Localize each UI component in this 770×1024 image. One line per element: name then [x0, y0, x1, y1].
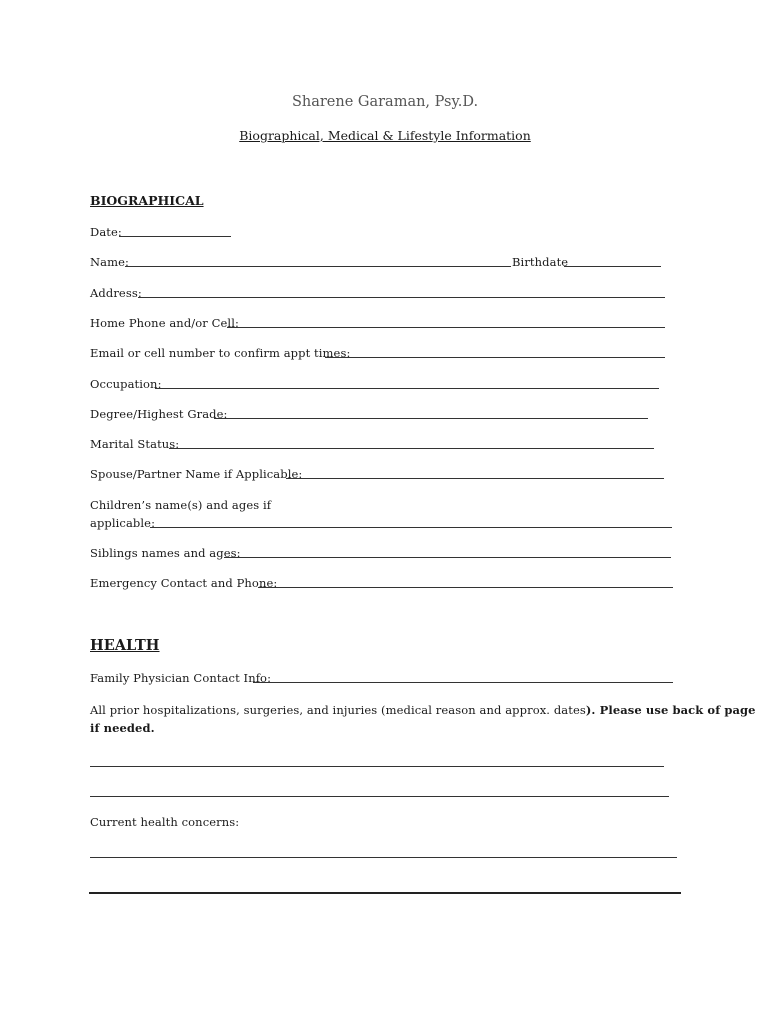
occupation-label: Occupation: — [90, 377, 162, 391]
physician-label: Family Physician Contact Info: — [90, 671, 272, 685]
section-heading-health: HEALTH — [90, 637, 160, 654]
address-label: Address: — [90, 286, 142, 300]
email-field[interactable] — [325, 357, 665, 358]
spouse-label: Spouse/Partner Name if Applicable: — [90, 467, 303, 481]
hospitalizations-note-line2: if needed. — [90, 721, 155, 735]
children-label-line2: applicable: — [90, 516, 156, 530]
marital-field[interactable] — [169, 448, 654, 449]
name-label: Name: — [90, 255, 130, 269]
date-label: Date: — [90, 225, 122, 239]
bottom-rule — [89, 892, 681, 894]
degree-label: Degree/Highest Grade: — [90, 407, 228, 421]
date-field[interactable] — [119, 236, 231, 237]
hospitalizations-label — [90, 703, 756, 717]
email-label: Email or cell number to confirm appt times: — [90, 346, 351, 360]
birthdate-label: Birthdate — [512, 255, 569, 269]
hospitalizations-note: ). Please use back of page — [585, 703, 756, 717]
physician-field[interactable] — [253, 682, 673, 683]
siblings-field[interactable] — [224, 557, 671, 558]
phone-field[interactable] — [227, 327, 665, 328]
birthdate-field[interactable] — [564, 266, 661, 267]
doc-title: Sharene Garaman, Psy.D. — [291, 94, 479, 110]
emergency-label: Emergency Contact and Phone: — [90, 576, 278, 590]
concerns-field[interactable] — [90, 857, 677, 858]
name-field[interactable] — [125, 266, 511, 267]
hospitalizations-field-1[interactable] — [90, 766, 664, 767]
hospitalizations-text: All prior hospitalizations, surgeries, and injuries (medical reason and approx. dates — [90, 703, 586, 717]
hospitalizations-field-2[interactable] — [90, 796, 669, 797]
doc-subtitle: Biographical, Medical & Lifestyle Information — [239, 128, 531, 143]
spouse-field[interactable] — [286, 478, 664, 479]
emergency-field[interactable] — [258, 587, 673, 588]
children-field[interactable] — [150, 527, 672, 528]
siblings-label: Siblings names and ages: — [90, 546, 241, 560]
children-label-line1: Children’s name(s) and ages if — [90, 498, 272, 512]
occupation-field[interactable] — [155, 388, 659, 389]
degree-field[interactable] — [214, 418, 648, 419]
section-heading-biographical: BIOGRAPHICAL — [90, 193, 204, 208]
phone-label: Home Phone and/or Cell: — [90, 316, 239, 330]
concerns-label: Current health concerns: — [90, 815, 240, 829]
address-field[interactable] — [138, 297, 665, 298]
marital-label: Marital Status: — [90, 437, 180, 451]
